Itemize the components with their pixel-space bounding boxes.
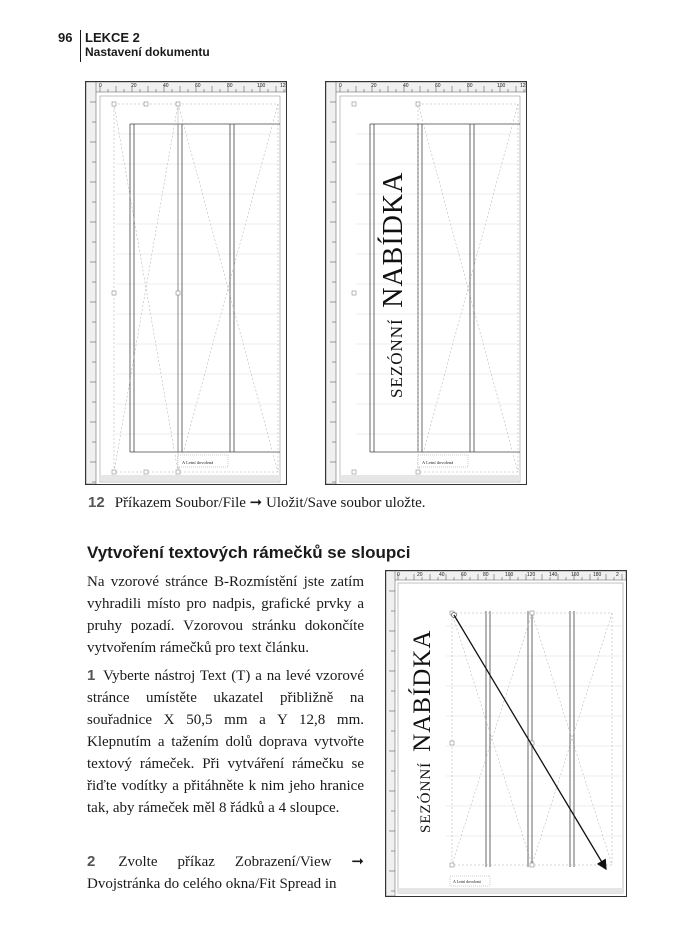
step-number: 1 xyxy=(87,667,96,684)
ruler-label: 160 xyxy=(571,572,580,578)
ruler-label: 2 xyxy=(616,572,619,578)
ruler-label: 20 xyxy=(371,83,377,89)
ruler-label: 180 xyxy=(593,572,602,578)
svg-text:SEZÓNNÍ NABÍDKA xyxy=(408,630,436,833)
ruler-label: 60 xyxy=(461,572,467,578)
ruler-label: 60 xyxy=(435,83,441,89)
step-text: Příkazem Soubor/File ➞ Uložit/Save soubor uložte. xyxy=(114,495,426,511)
ruler-label: 100 xyxy=(505,572,514,578)
ruler-label: 40 xyxy=(163,83,169,89)
step-text: Zvolte příkaz Zobrazení/View ➞ Dvojstránka do celého okna/Fit Spread in xyxy=(87,854,365,892)
ruler-label: 12 xyxy=(280,83,286,89)
ruler-label: 40 xyxy=(403,83,409,89)
chapter-title: Nastavení dokumentu xyxy=(85,45,210,59)
ruler-label: 100 xyxy=(257,83,266,89)
ruler-label: 12 xyxy=(520,83,526,89)
intro-paragraph: Na vzorové stránce B-Rozmístění jste zatím vyhradili místo pro nadpis, grafické prvky a pruhy pozadí. Vzorovou stránku dokončíte vytvořením rámečků pro text článku. xyxy=(87,574,364,656)
ruler-label: 140 xyxy=(549,572,558,578)
section-heading: Vytvoření textových rámečků se sloupci xyxy=(87,543,411,562)
ruler-label: 120 xyxy=(527,572,536,578)
step-number: 2 xyxy=(87,853,96,870)
layout-preview-1 xyxy=(86,82,286,484)
step-2 xyxy=(87,851,364,895)
screenshot-layout-empty xyxy=(85,81,287,485)
screenshot-layout-title xyxy=(325,81,527,485)
frame-caption: A Letní dovolená xyxy=(453,879,481,884)
layout-preview-3 xyxy=(386,571,626,896)
ruler-label: 80 xyxy=(467,83,473,89)
frame-caption: A Letní dovolená xyxy=(422,460,454,465)
svg-text:SEZÓNNÍ NABÍDKA xyxy=(378,172,409,398)
ruler-label: 20 xyxy=(417,572,423,578)
ruler-label: 20 xyxy=(131,83,137,89)
step-1 xyxy=(87,665,364,819)
ruler-label: 100 xyxy=(497,83,506,89)
title-word-seasonal: SEZÓNNÍ xyxy=(418,761,434,833)
title-word-seasonal: SEZÓNNÍ xyxy=(387,318,406,398)
ruler-label: 40 xyxy=(439,572,445,578)
page-number: 96 xyxy=(58,30,73,45)
ruler-label: 0 xyxy=(99,83,102,89)
ruler-label: 80 xyxy=(227,83,233,89)
drag-arrow xyxy=(454,615,606,869)
title-word-offer: NABÍDKA xyxy=(409,629,436,752)
ruler-label: 0 xyxy=(339,83,342,89)
screenshot-text-frame-drag xyxy=(385,570,627,897)
step-text: Vyberte nástroj Text (T) a na levé vzorové stránce umístěte ukazatel přibližně na souřadnice X 50,5 mm a Y 12,8 mm. Klepnutím a tažením dolů doprava vytvořte textový rámeček. Při vytváření rámečku se řiďte vodítky a přitáhněte k nim jeho hranice tak, aby rámeček měl 8 řádků a 4 sloupce. xyxy=(87,668,364,816)
lesson-label: LEKCE 2 xyxy=(85,30,140,45)
layout-preview-2 xyxy=(326,82,526,484)
header-divider xyxy=(80,30,81,62)
ruler-label: 0 xyxy=(397,572,400,578)
step-12 xyxy=(88,493,426,512)
frame-caption: A Letní dovolená xyxy=(182,460,214,465)
ruler-label: 80 xyxy=(483,572,489,578)
ruler-label: 60 xyxy=(195,83,201,89)
step-number: 12 xyxy=(88,494,105,511)
title-word-offer: NABÍDKA xyxy=(378,171,409,308)
